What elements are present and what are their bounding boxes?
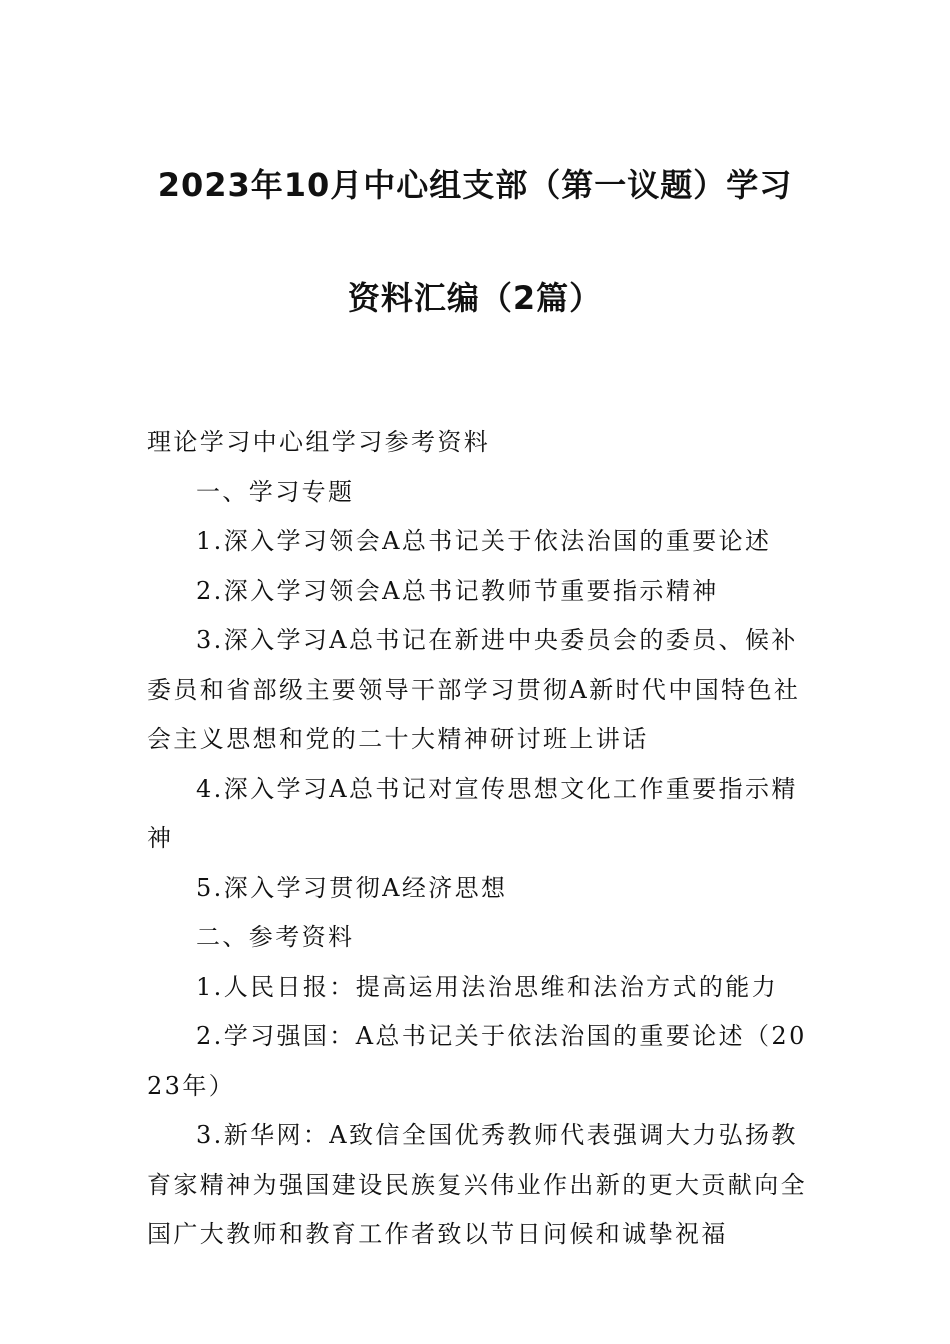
reference-item-2: 2.学习强国：A总书记关于依法治国的重要论述（2023年）: [147, 1022, 807, 1100]
document-body: [147, 418, 812, 1260]
topic-item-1: 1.深入学习领会A总书记关于依法治国的重要论述: [196, 527, 772, 555]
document-title-line-2: 资料汇编（2篇）: [347, 279, 603, 317]
section-heading-materials: 理论学习中心组学习参考资料: [147, 428, 491, 456]
document-title-line-1: 2023年10月中心组支部（第一议题）学习: [157, 166, 793, 204]
section-heading-topics: 一、学习专题: [196, 477, 355, 506]
topic-item-5: 5.深入学习贯彻A经济思想: [196, 873, 508, 902]
topic-item-2: 2.深入学习领会A总书记教师节重要指示精神: [196, 576, 719, 605]
reference-item-3: 3.新华网：A致信全国优秀教师代表强调大力弘扬教育家精神为强国建设民族复兴伟业作出新的更大贡献向全国广大教师和教育工作者致以节日问候和诚挚祝福: [147, 1121, 807, 1248]
section-heading-references: 二、参考资料: [196, 923, 355, 951]
reference-item-1: 1.人民日报：提高运用法治思维和法治方式的能力: [196, 972, 779, 1001]
topic-item-3: 3.深入学习A总书记在新进中央委员会的委员、候补委员和省部级主要领导干部学习贯彻A新时代中国特色社会主义思想和党的二十大精神研讨班上讲话: [147, 626, 801, 753]
topic-item-4: 4.深入学习A总书记对宣传思想文化工作重要指示精神: [147, 774, 798, 852]
